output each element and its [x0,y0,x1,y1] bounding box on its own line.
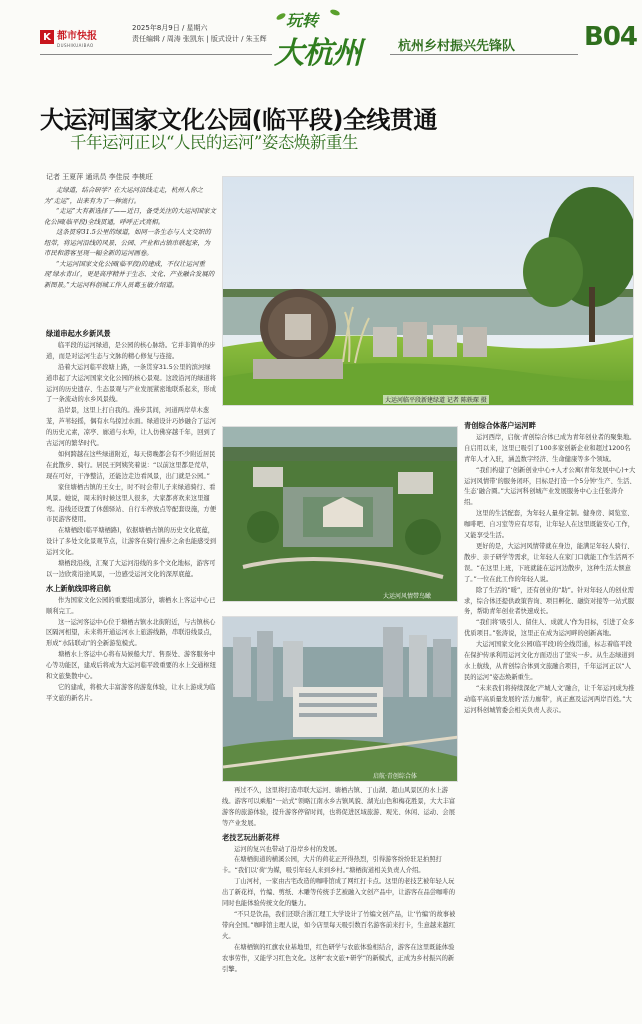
leaf-icon [329,8,340,16]
body-paragraph: 在塘栖街道的横溪公园，大片的荷花正开得热烈，引得游客纷纷驻足拍照打卡。“我们以‘荷’为媒，吸引年轻人来到乡村。”塘栖街道相关负责人介绍。 [222,856,442,875]
article-column-middle [222,786,458,1016]
photo2-caption: 大运河风情带鸟瞰 [383,593,432,600]
photo-city-svg [223,617,458,782]
article-title: 大运河国家文化公园(临平段)全线贯通 [40,106,437,134]
lead-paragraph: 走绿道，结合研学？在大运河沿线走走，杭州人你之为“走运”，出来有为了一种流行。 [44,186,203,205]
body-paragraph: 大运河国家文化公园(临平段)的全线贯通，标志着临平段在保护传承利用运河文化方面迈出了坚实一步。从生态绿道到水上航线，从青创综合体到文旅融合项目，千年运河正以“人民的运河”姿态焕新重生。 [464,641,635,681]
body-paragraph: 丁山河村，一家由古宅改造的咖啡馆成了网红打卡点。这里的老技艺被年轻人玩出了新花样，竹编、剪纸、木雕等传统手艺被融入文创产品中，让游客在品尝咖啡的同时也能体验传统文化的魅力。 [222,878,455,908]
article-column-right [464,418,636,1016]
lead-paragraph: “走运”大有新选择了——近日，备受关注的大运河国家文化公园(临平段)全线贯通，呼呼正式亮相。 [44,207,216,226]
body-paragraph: 在塘栖镇的红旗农业基地里，红色研学与农旅体验相结合，游客在这里既能体验农事劳作，又能学习红色文化。这种“农文旅+研学”的新模式，正成为乡村振兴的新引擎。 [222,943,455,973]
body-paragraph: “我们将‘吸引人、留住人、成就人’作为目标，引进了众多优质项目。”张涛说，这里正在成为运河畔的创新高地。 [464,619,635,638]
logo-subtext: DUSHIKUAIBAO [57,43,94,48]
body-paragraph: 沿岸景，这里上打自我的。漫步其间，河道两岸草木葱茏，芦苇轻摇，偶有水鸟掠过水面。绿道设计巧妙融合了运河的历史元素，凉亭、廊道与水埠，让人仿佛穿越千年，回到了古运河的繁华时代。 [46,407,216,448]
body-paragraph: 除了生活的“暖”，还有创业的“助”。针对年轻人的创业需求，综合体还提供政策咨询、项目孵化、融资对接等一站式服务，帮助青年创业者快速成长。 [464,586,635,616]
header-divider-right [390,54,578,55]
issue-meta [132,23,267,45]
section-heading: 青创综合体落户运河畔 [464,421,536,430]
body-paragraph: 作为国家文化公园的重要组成部分，塘栖水上客运中心已顺利完工。 [46,596,216,615]
editor-credits: 责任编辑 / 周涛 张凯东 | 版式设计 / 朱玉辉 [132,35,267,43]
section-brand-logo [272,6,382,72]
brand-main-text: 大杭州 [274,36,361,71]
section-heading: 绿道串起水乡新风景 [46,329,111,338]
header-divider-left [40,54,272,55]
body-paragraph: “未来我们将持续深化‘产城人文’融合，让千年运河成为推动临平高质量发展的‘活力廊带’，真正惠及运河两岸百姓。”大运河科创城管委会相关负责人表示。 [464,684,635,714]
brand-top-text: 玩转 [286,11,319,30]
body-paragraph: 塘栖段沿线，汇聚了大运河沿线的多个文化地标，游客可以一边欣赏沿途风景，一边感受运河文化的深厚底蕴。 [46,560,216,578]
photo-riverside-svg [223,177,634,406]
body-paragraph: 这里的生活配套，为年轻人量身定制。健身房、阅览室、咖啡吧、自习室等应有尽有，让年轻人在这里既能安心工作，又能享受生活。 [464,510,635,540]
body-paragraph: 临平段的运河绿道，是公园的核心脉络。它并非简单的步道，而是对运河生态与文脉的精心修复与连接。 [46,341,216,360]
column-name: 杭州乡村振兴先锋队 [398,39,516,54]
body-paragraph: “我们构建了‘创新创业中心+人才公寓(青年发展中心)+大运河风情带’的服务闭环，目标是打造一个5分钟‘生产、生活、生态’融合圈。”大运河科创城产业发展服务中心主任张涛介绍。 [464,466,636,507]
photo-riverside-greenway [222,176,634,406]
lead-paragraph: 这条贯穿31.5公里的绿道，如同一条生态与人文交织的纽带，将运河沿线的风景、公园、产业和古镇串联起来，为市民和游客呈现一幅全新的运河画卷。 [44,228,211,257]
photo3-caption: 启航·青创综合体 [373,773,417,780]
photo-aerial-svg [223,427,458,602]
body-paragraph: 这一运河客运中心位于塘栖古镇水北街附近，与古镇核心区隔河相望，未来将开通运河水上旅游线路，串联沿线景点，形成“水陆联动”的全新游览模式。 [46,618,216,648]
photo-innovation-complex [222,616,458,782]
body-paragraph: 家住塘栖古镇的王女士，时不时会带儿子来绿道骑行、看风景。她说，周末的时候这里人很多，大家都喜欢来这里遛弯。沿线还设置了休憩驿站、自行车停放点等配套设施，方便市民游客使用。 [46,483,216,524]
body-paragraph: 再过不久，这里将打造串联大运河、塘栖古镇、丁山湖、超山风景区的水上游线。游客可以乘船“一站式”领略江南水乡古镇风貌、湖光山色和梅花胜景，大大丰富游客的旅游体验，提升游客停留时间，也将促进区域旅游、观光、休闲、运动、会展等产业发展。 [222,787,456,827]
body-paragraph: 运河的复兴也带动了沿岸乡村的发展。 [234,845,342,853]
logo-text: 都市快报 [57,31,97,42]
body-paragraph: 如何跨越在这些绿道附近，每天傍晚都会有不少附近居民在此散步、骑行。居民王阿姨笑着说：“以前这里都是荒草，现在可好，干净整洁，还能边走边看风景，出门就是公园。” [46,450,216,480]
photo1-caption: 大运河临平段新建绿道 记者 陈轶琛 摄 [385,397,487,404]
article-column-left [46,326,216,1016]
body-paragraph: 更好的是，大运河风情带就在身边，能满足年轻人骑行、散步、亲子研学等需求，让年轻人在家门口就能工作生活两不误。“在这里上班，下班就能在运河边散步，这种生活太惬意了。”一位在此工作的年轻人说。 [464,542,635,583]
leaf-icon [275,12,286,21]
section-heading: 水上新航线即将启航 [46,583,111,593]
body-paragraph: 塘栖水上客运中心将布局候船大厅、售票处、游客服务中心等功能区，建成后将成为大运河临平段重要的水上交通枢纽和文旅集散中心。 [46,651,216,681]
body-paragraph: 运河西岸，启航·青创综合体已成为青年创业者的聚集地。自启用以来，这里已吸引了100多家创新企业和超过1200名青年人才入驻，涵盖数字经济、生命健康等多个领域。 [464,433,636,463]
article-byline: 记者 王夏萍 通讯员 李佳辰 李桃旺 [46,173,153,181]
article-subtitle: 千年运河正以“人民的运河”姿态焕新重生 [70,133,358,152]
section-heading: 老技艺玩出新花样 [222,832,280,842]
article-lead [44,185,216,290]
page-number: B04 [584,22,637,52]
body-paragraph: 在塘栖段(临平塘栖路)，依据塘栖古镇的历史文化底蕴，设计了多处文化景观节点，让游客在骑行漫步之余也能感受到运河文化。 [46,527,216,557]
lead-paragraph: “大运河国家文化公园(临平段)的建成，不仅让运河重现‘绿水青山’，更是高序精并于生态、文化、产业融合发展的新图景。”大运河科创城工作人员葛玉敏介绍道。 [44,259,215,289]
body-paragraph: 沿着大运河临平段塘上路，一条贯穿31.5公里的滨河绿道串起了大运河国家文化公园的核心景观。这段沿河的绿道将运河的历史遗存、生态景观与产业发展紧密地联系起来，形成了一条流动的水乡风景线。 [46,363,216,404]
photo-aerial-park [222,426,458,602]
page-header [0,0,642,80]
issue-date: 2025年8月9日 / 星期六 [132,24,208,32]
body-paragraph: 它的建成，将极大丰富游客的游览体验，让水上游成为临平文旅的新名片。 [46,684,216,702]
logo-mark: K [40,30,54,44]
body-paragraph: “不只是饮品，我们还联合浙江理工大学设计了竹编文创产品，让‘竹编’的故事被带向全国。”咖啡馆主理人说，如今店里每天吸引数百名游客前来打卡，生意越来越红火。 [222,910,456,940]
